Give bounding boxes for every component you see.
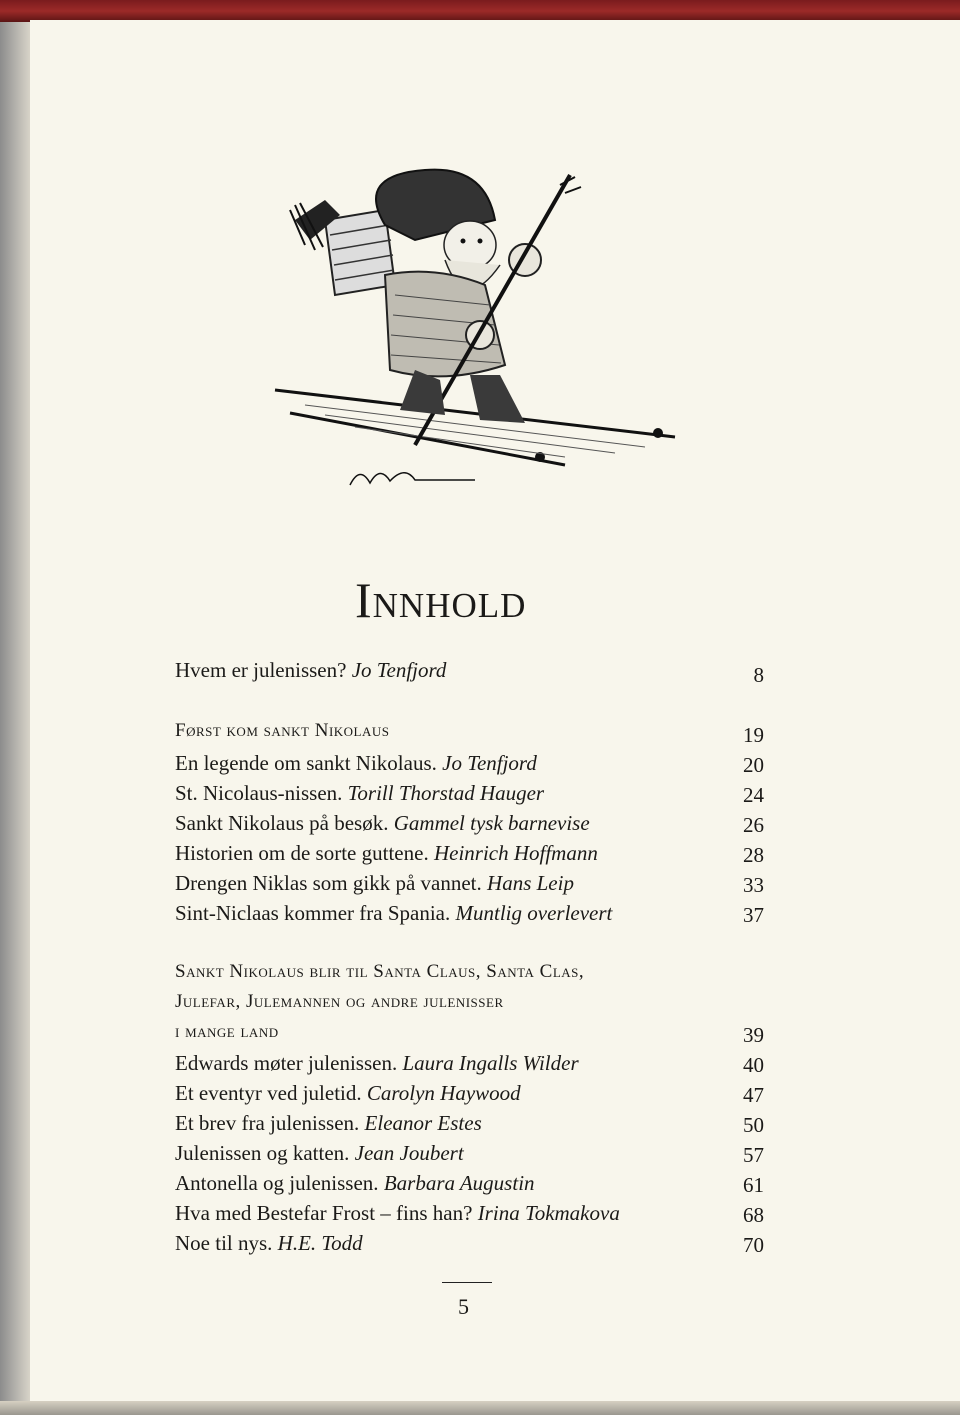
entry-page-number: 61 (743, 1173, 764, 1197)
section-heading: Sankt Nikolaus blir til Santa Claus, Santa Clas, (175, 961, 585, 982)
page-title: Innhold (355, 572, 527, 628)
entry-title: Sankt Nikolaus på besøk. (175, 811, 389, 835)
section-page-number: 19 (743, 723, 764, 747)
entry-page-number: 26 (743, 813, 764, 837)
section-heading: Først kom sankt Nikolaus (175, 720, 390, 741)
toc-entry (175, 1140, 464, 1166)
entry-page-number: 8 (753, 663, 764, 687)
entry-title: Et brev fra julenissen. (175, 1111, 360, 1135)
toc-entry (175, 780, 544, 806)
toc-entry (175, 1050, 579, 1076)
entry-title: Noe til nys. (175, 1231, 273, 1255)
section-heading: i mange land (175, 1021, 279, 1042)
toc-entry (175, 840, 598, 866)
entry-author: Hans Leip (487, 871, 574, 895)
entry-page-number: 40 (743, 1053, 764, 1077)
entry-author: Laura Ingalls Wilder (402, 1051, 579, 1075)
entry-author: H.E. Todd (277, 1231, 363, 1255)
entry-author: Muntlig overlevert (455, 901, 613, 925)
toc-entry (175, 900, 612, 926)
entry-author: Carolyn Haywood (366, 1081, 521, 1105)
toc-entry (175, 750, 537, 776)
toc-entry (175, 1080, 521, 1106)
entry-title: St. Nicolaus-nissen. (175, 781, 343, 805)
toc-entry (175, 870, 574, 896)
toc-entry (175, 1200, 620, 1226)
entry-author: Jo Tenfjord (351, 658, 447, 682)
toc-entry (175, 1230, 363, 1256)
entry-title: Historien om de sorte guttene. (175, 841, 429, 865)
entry-author: Irina Tokmakova (477, 1201, 620, 1225)
entry-author: Heinrich Hoffmann (433, 841, 598, 865)
entry-page-number: 68 (743, 1203, 764, 1227)
section-page-number: 39 (743, 1023, 764, 1047)
entry-author: Barbara Augustin (383, 1171, 535, 1195)
entry-title: Hvem er julenissen? (175, 658, 347, 682)
toc-entry (175, 810, 590, 836)
page-number: 5 (458, 1294, 469, 1319)
entry-author: Jean Joubert (354, 1141, 464, 1165)
entry-page-number: 47 (743, 1083, 764, 1107)
entry-title: Edwards møter julenissen. (175, 1051, 398, 1075)
toc-entry (175, 657, 446, 683)
entry-title: En legende om sankt Nikolaus. (175, 751, 437, 775)
entry-title: Sint-Niclaas kommer fra Spania. (175, 901, 451, 925)
entry-title: Et eventyr ved juletid. (175, 1081, 362, 1105)
folio-rule (442, 1282, 492, 1283)
entry-author: Gammel tysk barnevise (393, 811, 590, 835)
entry-author: Jo Tenfjord (442, 751, 537, 775)
entry-page-number: 24 (743, 783, 764, 807)
entry-title: Julenissen og katten. (175, 1141, 350, 1165)
toc-entry (175, 1170, 535, 1196)
book-cover-edge (0, 0, 960, 22)
section-heading: Julefar, Julemannen og andre julenisser (175, 991, 504, 1012)
toc-entry (175, 1110, 482, 1136)
book-bottom-edge (0, 1401, 960, 1415)
entry-title: Hva med Bestefar Frost – fins han? (175, 1201, 473, 1225)
entry-page-number: 50 (743, 1113, 764, 1137)
entry-page-number: 28 (743, 843, 764, 867)
entry-author: Torill Thorstad Hauger (347, 781, 545, 805)
entry-page-number: 70 (743, 1233, 764, 1257)
gnome-skiing-illustration (265, 165, 695, 500)
entry-page-number: 37 (743, 903, 764, 927)
entry-author: Eleanor Estes (364, 1111, 482, 1135)
entry-page-number: 33 (743, 873, 764, 897)
entry-title: Drengen Niklas som gikk på vannet. (175, 871, 482, 895)
entry-page-number: 20 (743, 753, 764, 777)
entry-title: Antonella og julenissen. (175, 1171, 379, 1195)
entry-page-number: 57 (743, 1143, 764, 1167)
